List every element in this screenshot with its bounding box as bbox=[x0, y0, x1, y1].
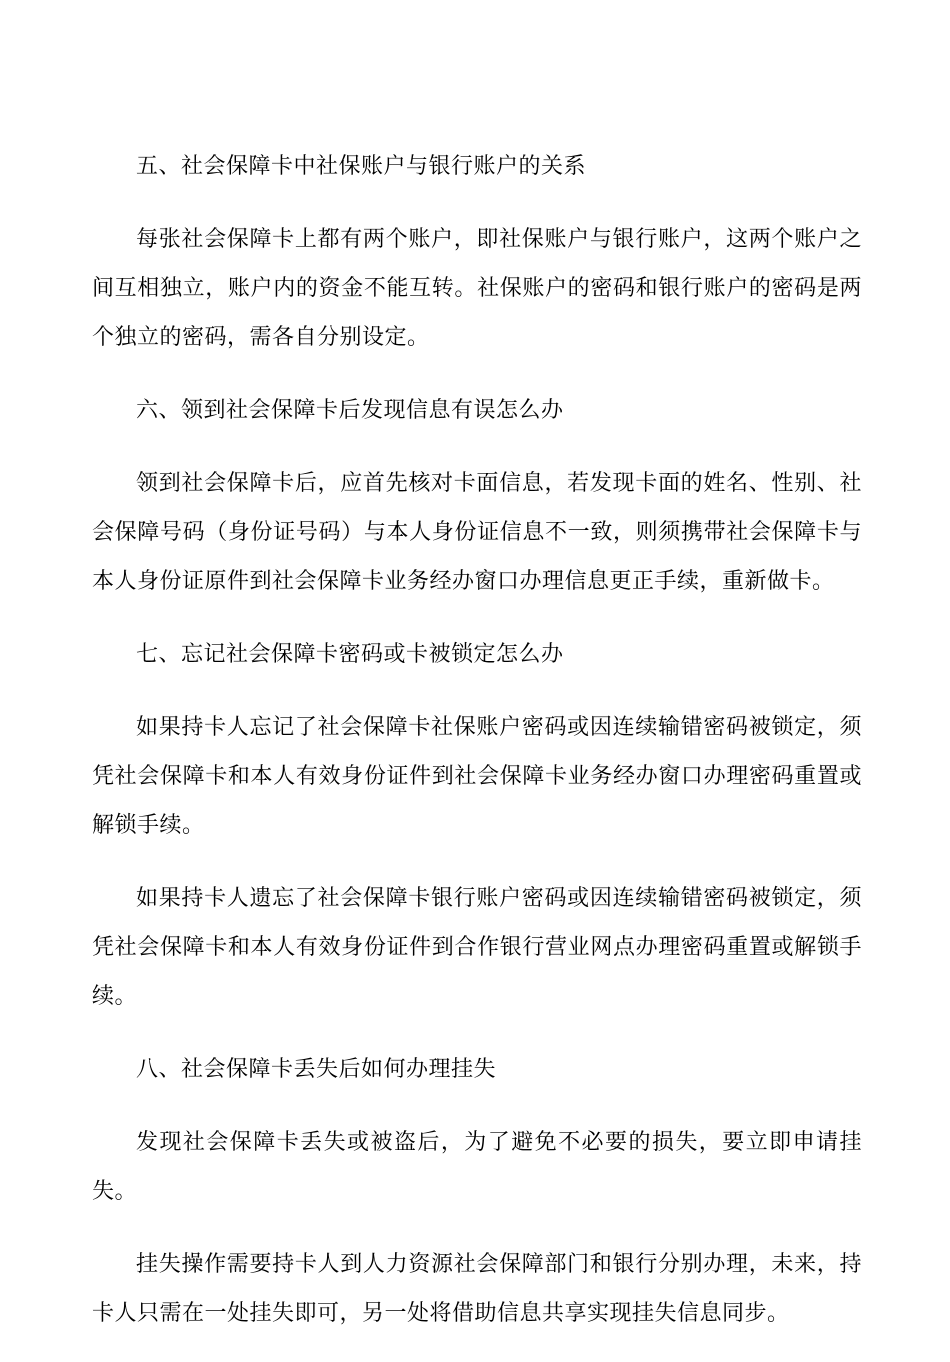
paragraph-account-relationship: 每张社会保障卡上都有两个账户，即社保账户与银行账户，这两个账户之间互相独立，账户内的资金不能互转。社保账户的密码和银行账户的密码是两个独立的密码，需各自分别设定。 bbox=[92, 227, 862, 350]
document-body bbox=[92, 142, 862, 1362]
paragraph-loss-procedure: 挂失操作需要持卡人到人力资源社会保障部门和银行分别办理，未来，持卡人只需在一处挂失即可，另一处将借助信息共享实现挂失信息同步。 bbox=[92, 1252, 862, 1326]
section-heading-6: 六、领到社会保障卡后发现信息有误怎么办 bbox=[136, 398, 564, 423]
paragraph-social-password-reset: 如果持卡人忘记了社会保障卡社保账户密码或因连续输错密码被锁定，须凭社会保障卡和本人有效身份证件到社会保障卡业务经办窗口办理密码重置或解锁手续。 bbox=[92, 715, 862, 838]
section-heading-8: 八、社会保障卡丢失后如何办理挂失 bbox=[136, 1057, 497, 1082]
paragraph-report-loss: 发现社会保障卡丢失或被盗后，为了避免不必要的损失，要立即申请挂失。 bbox=[92, 1130, 862, 1204]
paragraph-bank-password-reset: 如果持卡人遗忘了社会保障卡银行账户密码或因连续输错密码被锁定，须凭社会保障卡和本人有效身份证件到合作银行营业网点办理密码重置或解锁手续。 bbox=[92, 886, 862, 1009]
paragraph-info-error: 领到社会保障卡后，应首先核对卡面信息，若发现卡面的姓名、性别、社会保障号码（身份证号码）与本人身份证信息不一致，则须携带社会保障卡与本人身份证原件到社会保障卡业务经办窗口办理信息更正手续，重新做卡。 bbox=[92, 471, 862, 594]
section-heading-7: 七、忘记社会保障卡密码或卡被锁定怎么办 bbox=[136, 642, 564, 667]
section-heading-5: 五、社会保障卡中社保账户与银行账户的关系 bbox=[136, 154, 587, 179]
